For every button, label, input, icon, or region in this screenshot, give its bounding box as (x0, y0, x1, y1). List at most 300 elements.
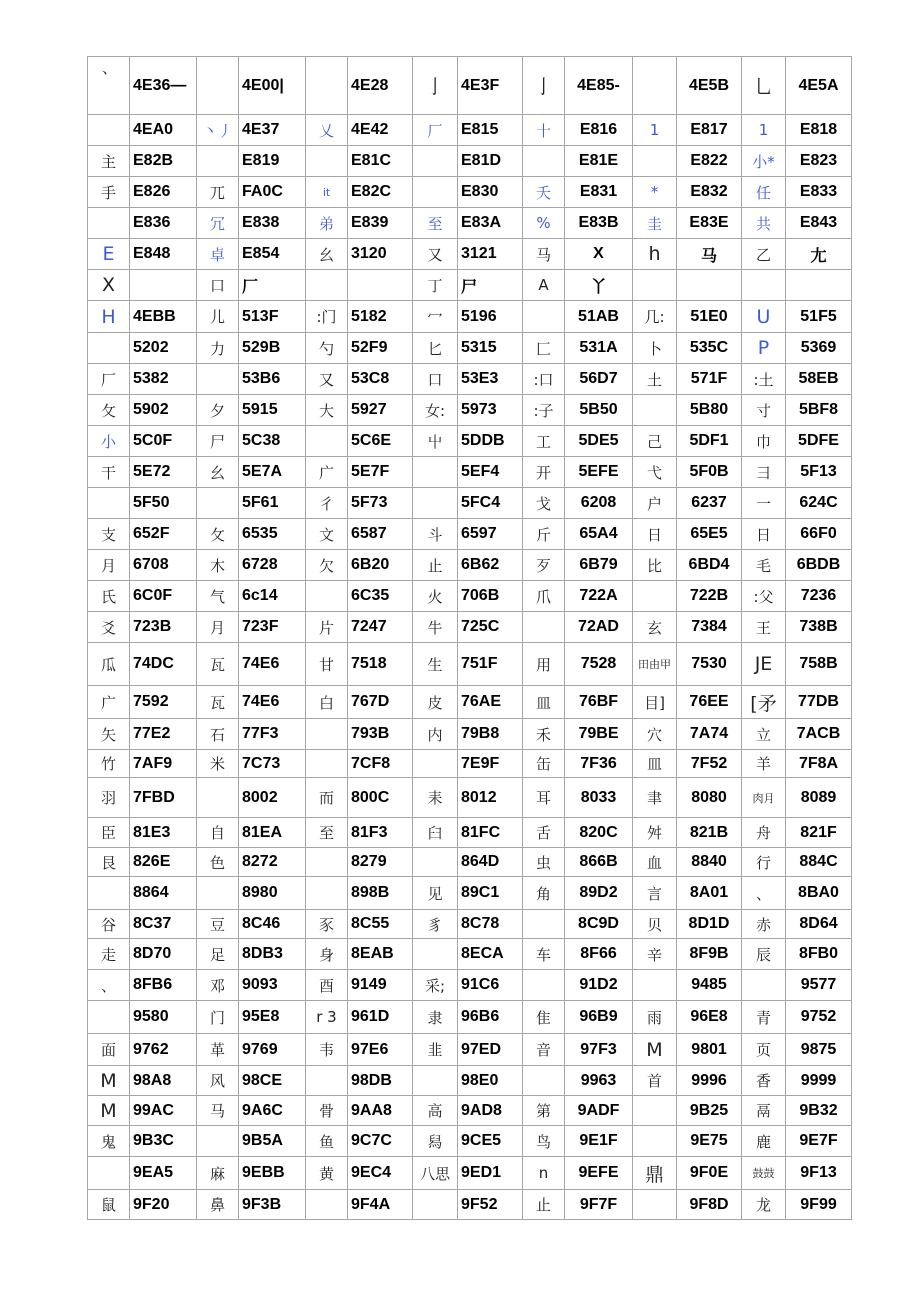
glyph-cell: M (88, 1096, 130, 1126)
glyph-cell: 幺 (306, 239, 348, 270)
glyph-cell: 羊 (742, 750, 786, 778)
glyph-cell: 香 (742, 1066, 786, 1096)
glyph-cell (306, 581, 348, 612)
glyph-cell (742, 270, 786, 301)
code-cell: 9801 (677, 1034, 742, 1066)
glyph-cell: 禾 (523, 719, 565, 750)
glyph-cell: 聿 (633, 778, 677, 818)
glyph-cell (633, 395, 677, 426)
glyph-cell: 八思 (413, 1157, 458, 1190)
glyph-cell: 乚 (742, 57, 786, 115)
glyph-cell: 毛 (742, 550, 786, 581)
code-cell: 76BF (565, 686, 633, 719)
glyph-cell: 攵 (88, 395, 130, 426)
code-cell: 7247 (348, 612, 413, 643)
glyph-cell: 隶 (413, 1001, 458, 1034)
glyph-cell: 氏 (88, 581, 130, 612)
glyph-cell: 舌 (523, 818, 565, 848)
code-cell: 尸 (458, 270, 523, 301)
table-row (88, 146, 852, 177)
code-cell: 5F61 (239, 488, 306, 519)
glyph-cell: 谷 (88, 910, 130, 939)
code-cell: 800C (348, 778, 413, 818)
glyph-cell: H (88, 301, 130, 333)
code-cell: 4E85- (565, 57, 633, 115)
glyph-cell (88, 1001, 130, 1034)
glyph-cell: :门 (306, 301, 348, 333)
code-cell: E819 (239, 146, 306, 177)
code-cell: 9E7F (786, 1126, 852, 1157)
glyph-cell (633, 146, 677, 177)
glyph-cell: 而 (306, 778, 348, 818)
code-cell: 98CE (239, 1066, 306, 1096)
glyph-cell: 屮 (413, 426, 458, 457)
glyph-cell (523, 301, 565, 333)
glyph-cell: 鸟 (523, 1126, 565, 1157)
table-row (88, 1190, 852, 1220)
code-cell: 8FB6 (130, 970, 197, 1001)
glyph-cell: 斗 (413, 519, 458, 550)
glyph-cell: 虫 (523, 848, 565, 877)
code-cell: 丫 (565, 270, 633, 301)
table-row (88, 115, 852, 146)
glyph-cell: 小 (88, 426, 130, 457)
code-cell: 9F13 (786, 1157, 852, 1190)
code-cell: 5FC4 (458, 488, 523, 519)
code-cell: 4E5B (677, 57, 742, 115)
code-cell: 535C (677, 333, 742, 364)
code-cell: 826E (130, 848, 197, 877)
glyph-cell (306, 1190, 348, 1220)
glyph-cell: 爻 (88, 612, 130, 643)
code-cell: 74DC (130, 643, 197, 686)
code-cell: 652F (130, 519, 197, 550)
code-cell: 7E9F (458, 750, 523, 778)
code-cell: 98A8 (130, 1066, 197, 1096)
glyph-cell: 鹿 (742, 1126, 786, 1157)
glyph-cell: 青 (742, 1001, 786, 1034)
code-cell: 72AD (565, 612, 633, 643)
glyph-cell: 儿 (197, 301, 239, 333)
table-row (88, 550, 852, 581)
code-cell: 5973 (458, 395, 523, 426)
code-cell: 531A (565, 333, 633, 364)
code-cell: 898B (348, 877, 413, 910)
glyph-cell (413, 457, 458, 488)
glyph-cell: :子 (523, 395, 565, 426)
code-cell: 9149 (348, 970, 413, 1001)
glyph-cell: 羽 (88, 778, 130, 818)
code-cell: 4E3F (458, 57, 523, 115)
glyph-cell: 止 (523, 1190, 565, 1220)
glyph-cell (197, 778, 239, 818)
glyph-cell: 干 (88, 457, 130, 488)
glyph-cell: 乂 (306, 115, 348, 146)
code-cell: 6535 (239, 519, 306, 550)
code-cell: 5DE5 (565, 426, 633, 457)
code-cell: 961D (348, 1001, 413, 1034)
code-cell: 751F (458, 643, 523, 686)
table-row (88, 208, 852, 239)
glyph-cell: 手 (88, 177, 130, 208)
code-cell: E82B (130, 146, 197, 177)
code-cell: 尢 (786, 239, 852, 270)
glyph-cell: 生 (413, 643, 458, 686)
glyph-cell: 麻 (197, 1157, 239, 1190)
glyph-cell: 邓 (197, 970, 239, 1001)
code-cell: 5EFE (565, 457, 633, 488)
glyph-cell: 足 (197, 939, 239, 970)
glyph-cell (88, 1157, 130, 1190)
glyph-cell: 马 (197, 1096, 239, 1126)
glyph-cell: 豸 (413, 910, 458, 939)
glyph-cell: 页 (742, 1034, 786, 1066)
code-cell: E843 (786, 208, 852, 239)
code-cell: 6C35 (348, 581, 413, 612)
table-row (88, 239, 852, 270)
code-cell: 864D (458, 848, 523, 877)
code-cell: 4E5A (786, 57, 852, 115)
glyph-cell: 内 (413, 719, 458, 750)
glyph-cell: 贝 (633, 910, 677, 939)
table-row (88, 519, 852, 550)
table-row (88, 719, 852, 750)
glyph-cell: 力 (197, 333, 239, 364)
code-cell: 9CE5 (458, 1126, 523, 1157)
glyph-cell: 田由甲 (633, 643, 677, 686)
radical-code-table (87, 56, 852, 1220)
glyph-cell (306, 877, 348, 910)
code-cell: 6B62 (458, 550, 523, 581)
code-cell: 7F52 (677, 750, 742, 778)
code-cell: 65A4 (565, 519, 633, 550)
code-cell: 98DB (348, 1066, 413, 1096)
glyph-cell: 夕 (197, 395, 239, 426)
code-cell: 5DDB (458, 426, 523, 457)
code-cell: 66F0 (786, 519, 852, 550)
glyph-cell: 鼻 (197, 1190, 239, 1220)
code-cell: 8D64 (786, 910, 852, 939)
table-row (88, 643, 852, 686)
glyph-cell: 口 (413, 364, 458, 395)
code-cell: 89C1 (458, 877, 523, 910)
glyph-cell (88, 333, 130, 364)
glyph-cell: 日 (633, 519, 677, 550)
glyph-cell (633, 270, 677, 301)
glyph-cell: 夭 (523, 177, 565, 208)
table-row (88, 395, 852, 426)
code-cell: E81E (565, 146, 633, 177)
code-cell: E815 (458, 115, 523, 146)
table-row (88, 1126, 852, 1157)
code-cell: 4E37 (239, 115, 306, 146)
glyph-cell: 、 (88, 970, 130, 1001)
code-cell: 6B20 (348, 550, 413, 581)
glyph-cell: 韭 (413, 1034, 458, 1066)
code-cell: 8D70 (130, 939, 197, 970)
code-cell: 9EC4 (348, 1157, 413, 1190)
code-cell: 65E5 (677, 519, 742, 550)
code-cell: 9577 (786, 970, 852, 1001)
code-cell: 5315 (458, 333, 523, 364)
code-cell: 6C0F (130, 581, 197, 612)
code-cell: 9B3C (130, 1126, 197, 1157)
glyph-cell (413, 488, 458, 519)
code-cell: 9ADF (565, 1096, 633, 1126)
glyph-cell: 木 (197, 550, 239, 581)
code-cell: 9B5A (239, 1126, 306, 1157)
glyph-cell: 角 (523, 877, 565, 910)
glyph-cell: 甘 (306, 643, 348, 686)
glyph-cell: 鱼 (306, 1126, 348, 1157)
glyph-cell: 皮 (413, 686, 458, 719)
glyph-cell: 寸 (742, 395, 786, 426)
code-cell: 76EE (677, 686, 742, 719)
code-cell: 8BA0 (786, 877, 852, 910)
code-cell: 5F0B (677, 457, 742, 488)
code-cell: 5E7F (348, 457, 413, 488)
glyph-cell: 黄 (306, 1157, 348, 1190)
glyph-cell: n (523, 1157, 565, 1190)
glyph-cell: 大 (306, 395, 348, 426)
glyph-cell: 身 (306, 939, 348, 970)
glyph-cell (633, 1096, 677, 1126)
glyph-cell: 首 (633, 1066, 677, 1096)
code-cell: 9B25 (677, 1096, 742, 1126)
glyph-cell: 豆 (197, 910, 239, 939)
glyph-cell: 片 (306, 612, 348, 643)
code-cell: 9E75 (677, 1126, 742, 1157)
code-cell: 77F3 (239, 719, 306, 750)
code-cell: 77E2 (130, 719, 197, 750)
glyph-cell: 土 (633, 364, 677, 395)
table-row (88, 333, 852, 364)
table-row (88, 910, 852, 939)
glyph-cell: 勺 (306, 333, 348, 364)
glyph-cell: 止 (413, 550, 458, 581)
glyph-cell: 鬲 (742, 1096, 786, 1126)
glyph-cell (413, 848, 458, 877)
table-row (88, 612, 852, 643)
glyph-cell: 弋 (633, 457, 677, 488)
code-cell (786, 270, 852, 301)
glyph-cell: 艮 (88, 848, 130, 877)
glyph-cell: 耳 (523, 778, 565, 818)
code-cell: 8EAB (348, 939, 413, 970)
code-cell: 8C78 (458, 910, 523, 939)
glyph-cell (88, 208, 130, 239)
glyph-cell: 卓 (197, 239, 239, 270)
glyph-cell: 共 (742, 208, 786, 239)
glyph-cell: 比 (633, 550, 677, 581)
code-cell: 9875 (786, 1034, 852, 1066)
glyph-cell: :口 (523, 364, 565, 395)
code-cell: 9F4A (348, 1190, 413, 1220)
glyph-cell: 白 (306, 686, 348, 719)
code-cell: 51E0 (677, 301, 742, 333)
code-cell: 91C6 (458, 970, 523, 1001)
code-cell: 9F99 (786, 1190, 852, 1220)
glyph-cell (413, 939, 458, 970)
glyph-cell (306, 750, 348, 778)
code-cell: 9EA5 (130, 1157, 197, 1190)
code-cell: 52F9 (348, 333, 413, 364)
glyph-cell: 王 (742, 612, 786, 643)
glyph-cell (197, 57, 239, 115)
glyph-cell (413, 750, 458, 778)
code-cell: E838 (239, 208, 306, 239)
glyph-cell: 幺 (197, 457, 239, 488)
code-cell: 8C9D (565, 910, 633, 939)
glyph-cell: :父 (742, 581, 786, 612)
code-cell: 723B (130, 612, 197, 643)
glyph-cell (306, 146, 348, 177)
glyph-cell: 爪 (523, 581, 565, 612)
code-cell: 9752 (786, 1001, 852, 1034)
code-cell: 722B (677, 581, 742, 612)
glyph-cell: h (633, 239, 677, 270)
glyph-cell: 匚 (523, 333, 565, 364)
glyph-cell: 攵 (197, 519, 239, 550)
code-cell: 96E8 (677, 1001, 742, 1034)
code-cell: 76AE (458, 686, 523, 719)
glyph-cell (742, 970, 786, 1001)
code-cell: 513F (239, 301, 306, 333)
glyph-cell: 鬼 (88, 1126, 130, 1157)
glyph-cell: 尸 (197, 426, 239, 457)
glyph-cell: 见 (413, 877, 458, 910)
table-row (88, 1096, 852, 1126)
code-cell: 7236 (786, 581, 852, 612)
glyph-cell: 1 (742, 115, 786, 146)
glyph-cell: X (88, 270, 130, 301)
code-cell: 758B (786, 643, 852, 686)
glyph-cell: 开 (523, 457, 565, 488)
table-row (88, 939, 852, 970)
glyph-cell: 冗 (197, 208, 239, 239)
glyph-cell (197, 488, 239, 519)
glyph-cell (197, 364, 239, 395)
code-cell: 9AA8 (348, 1096, 413, 1126)
glyph-cell (633, 1126, 677, 1157)
code-cell: E826 (130, 177, 197, 208)
table-row (88, 1034, 852, 1066)
glyph-cell (523, 146, 565, 177)
code-cell: 6728 (239, 550, 306, 581)
code-cell: E836 (130, 208, 197, 239)
code-cell: 624C (786, 488, 852, 519)
code-cell: 91D2 (565, 970, 633, 1001)
glyph-cell: 鼓鼓 (742, 1157, 786, 1190)
code-cell: 95E8 (239, 1001, 306, 1034)
code-cell: 53C8 (348, 364, 413, 395)
glyph-cell: 米 (197, 750, 239, 778)
glyph-cell (633, 1190, 677, 1220)
code-cell: 6BDB (786, 550, 852, 581)
code-cell: 7ACB (786, 719, 852, 750)
code-cell: 6208 (565, 488, 633, 519)
glyph-cell: E (88, 239, 130, 270)
glyph-cell: 车 (523, 939, 565, 970)
glyph-cell: 言 (633, 877, 677, 910)
code-cell: 5F50 (130, 488, 197, 519)
glyph-cell: 血 (633, 848, 677, 877)
glyph-cell: 玄 (633, 612, 677, 643)
code-cell: 529B (239, 333, 306, 364)
glyph-cell: 瓦 (197, 686, 239, 719)
glyph-cell (306, 426, 348, 457)
code-cell: 8F66 (565, 939, 633, 970)
glyph-cell: 至 (306, 818, 348, 848)
code-cell: 51F5 (786, 301, 852, 333)
glyph-cell: 用 (523, 643, 565, 686)
glyph-cell: 卜 (633, 333, 677, 364)
glyph-cell (88, 877, 130, 910)
code-cell: 6c14 (239, 581, 306, 612)
code-cell: 6597 (458, 519, 523, 550)
code-cell: 5382 (130, 364, 197, 395)
glyph-cell: 第 (523, 1096, 565, 1126)
table-row (88, 686, 852, 719)
code-cell: 725C (458, 612, 523, 643)
code-cell: E854 (239, 239, 306, 270)
code-cell: E83B (565, 208, 633, 239)
code-cell: 8F9B (677, 939, 742, 970)
code-cell: 706B (458, 581, 523, 612)
code-cell: 9F3B (239, 1190, 306, 1220)
glyph-cell: 鼎 (633, 1157, 677, 1190)
glyph-cell (306, 57, 348, 115)
glyph-cell: 气 (197, 581, 239, 612)
glyph-cell: 舄 (413, 1126, 458, 1157)
glyph-cell: 竹 (88, 750, 130, 778)
code-cell: 5C0F (130, 426, 197, 457)
glyph-cell (413, 1190, 458, 1220)
code-cell: 5369 (786, 333, 852, 364)
code-cell: 5927 (348, 395, 413, 426)
code-cell: E830 (458, 177, 523, 208)
glyph-cell: 亅 (413, 57, 458, 115)
glyph-cell: :土 (742, 364, 786, 395)
glyph-cell: 风 (197, 1066, 239, 1096)
code-cell: E816 (565, 115, 633, 146)
glyph-cell (413, 1066, 458, 1096)
glyph-cell: JE (742, 643, 786, 686)
glyph-cell: 冖 (413, 301, 458, 333)
code-cell: 6B79 (565, 550, 633, 581)
glyph-cell (306, 270, 348, 301)
code-cell: 74E6 (239, 686, 306, 719)
glyph-cell: 豕 (306, 910, 348, 939)
glyph-cell: 弟 (306, 208, 348, 239)
glyph-cell: 门 (197, 1001, 239, 1034)
glyph-cell: 广 (88, 686, 130, 719)
glyph-cell (413, 146, 458, 177)
glyph-cell: 彳 (306, 488, 348, 519)
glyph-cell: 色 (197, 848, 239, 877)
glyph-cell: 主 (88, 146, 130, 177)
glyph-cell (197, 877, 239, 910)
glyph-cell: 骨 (306, 1096, 348, 1126)
code-cell: 8080 (677, 778, 742, 818)
code-cell: 97E6 (348, 1034, 413, 1066)
code-cell: E848 (130, 239, 197, 270)
glyph-cell: 几: (633, 301, 677, 333)
code-cell: 7592 (130, 686, 197, 719)
code-cell: 8033 (565, 778, 633, 818)
code-cell: E81D (458, 146, 523, 177)
code-cell: 3120 (348, 239, 413, 270)
